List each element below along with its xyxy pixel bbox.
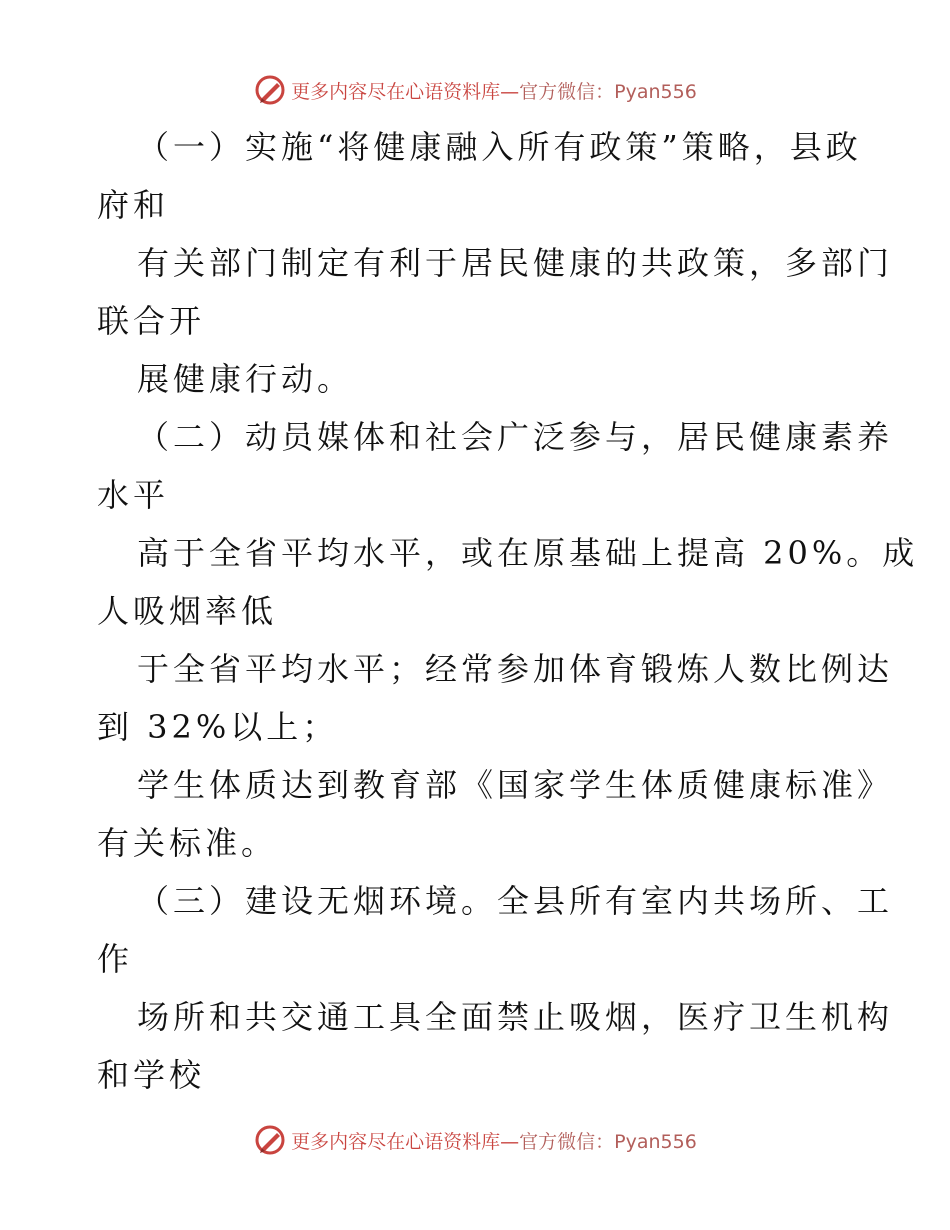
- paragraph-line: 和学校: [97, 1056, 206, 1094]
- paragraph-line: 于全省平均水平；经常参加体育锻炼人数比例达: [137, 650, 894, 688]
- paragraph-line: 水平: [97, 476, 170, 514]
- paragraph-line: （三）建设无烟环境。全县所有室内共场所、工: [137, 882, 894, 920]
- wechat-id: 官方微信：Pyan556: [519, 1130, 697, 1153]
- paragraph-line: 人吸烟率低: [97, 592, 278, 630]
- watermark-text: 更多内容尽在心语资料库—官方微信：Pyan556: [291, 1130, 697, 1153]
- paragraph-line: 作: [97, 940, 134, 978]
- paragraph-line: 有关部门制定有利于居民健康的共政策，多部门: [137, 244, 894, 282]
- pen-circle-icon: [253, 1123, 287, 1157]
- document-body: [97, 118, 919, 1104]
- paragraph-line: 府和: [97, 186, 170, 224]
- paragraph-line: 有关标准。: [97, 824, 278, 862]
- paragraph-line: 学生体质达到教育部《国家学生体质健康标准》: [137, 766, 894, 804]
- paragraph-line: 到 32%以上；: [97, 708, 339, 746]
- wechat-id: 官方微信：Pyan556: [519, 80, 697, 103]
- pen-circle-icon: [253, 73, 287, 107]
- footer-watermark: [0, 1120, 950, 1160]
- watermark-text: 更多内容尽在心语资料库—官方微信：Pyan556: [291, 80, 697, 103]
- paragraph-line: 高于全省平均水平，或在原基础上提高 20%。成: [137, 534, 919, 572]
- paragraph-line: 展健康行动。: [137, 360, 354, 398]
- header-watermark: [0, 70, 950, 110]
- paragraph-line: （一）实施“将健康融入所有政策”策略，县政: [137, 128, 862, 166]
- paragraph-line: （二）动员媒体和社会广泛参与，居民健康素养: [137, 418, 894, 456]
- paragraph-line: 场所和共交通工具全面禁止吸烟，医疗卫生机构: [137, 998, 894, 1036]
- paragraph-line: 联合开: [97, 302, 206, 340]
